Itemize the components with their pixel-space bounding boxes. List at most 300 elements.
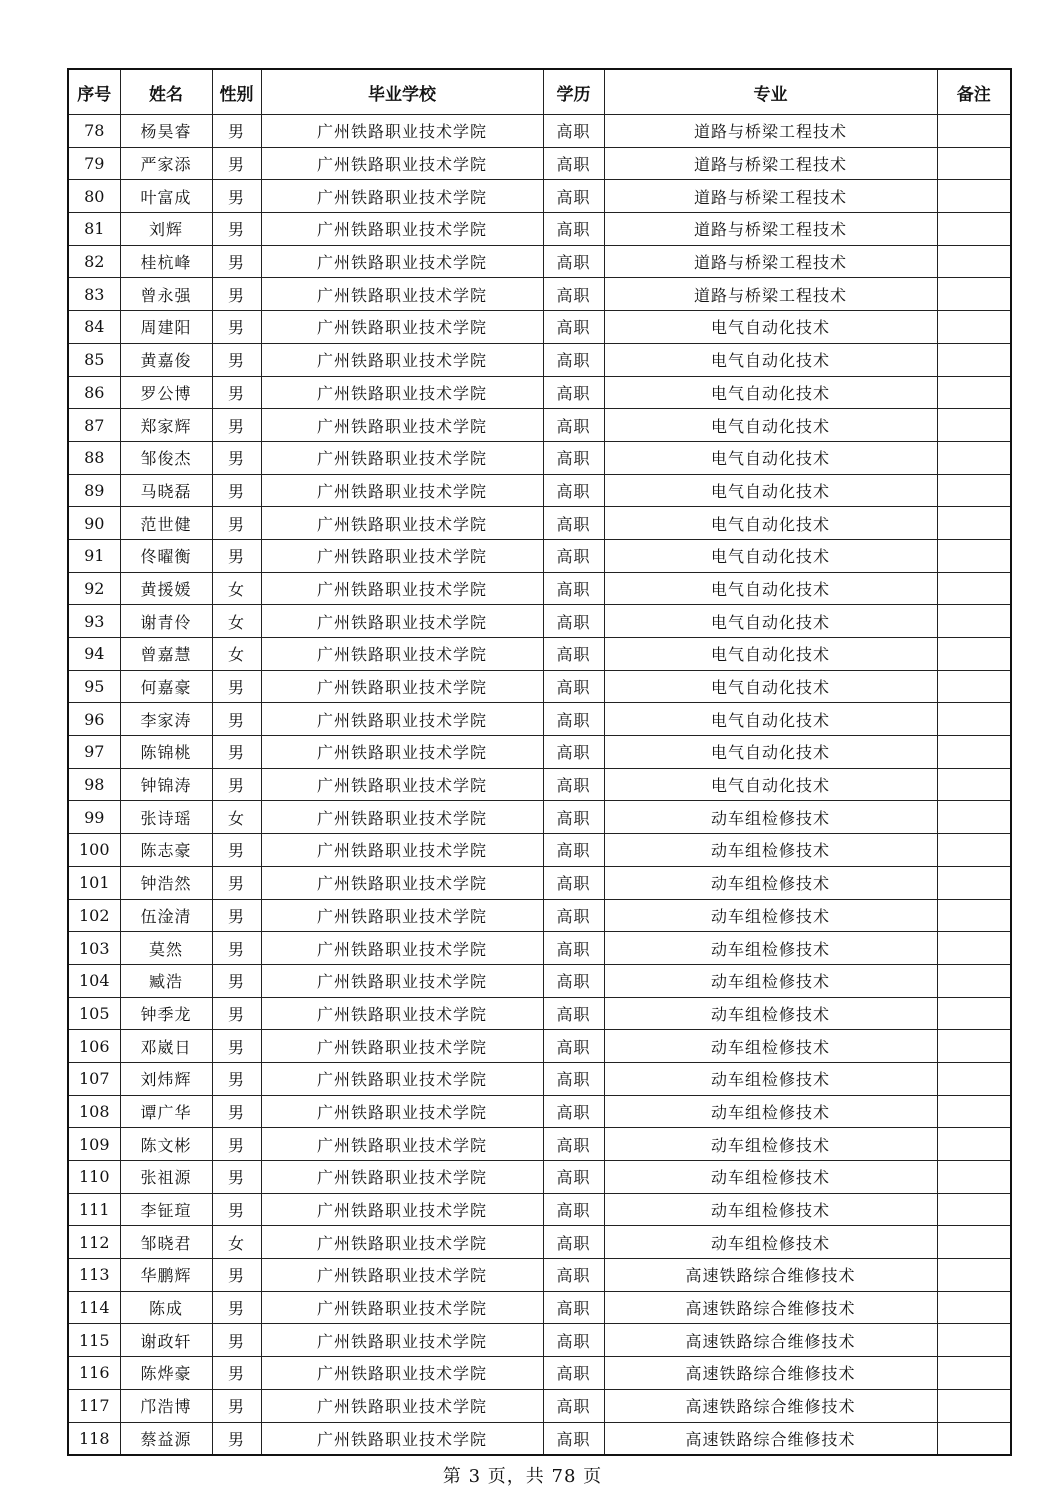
cell-education: 高职 xyxy=(543,572,604,605)
cell-seq: 111 xyxy=(68,1193,120,1226)
cell-major: 动车组检修技术 xyxy=(604,866,937,899)
cell-major: 动车组检修技术 xyxy=(604,964,937,997)
cell-seq: 86 xyxy=(68,376,120,409)
cell-name: 陈文彬 xyxy=(120,1128,212,1161)
cell-gender: 女 xyxy=(212,638,261,671)
cell-major: 电气自动化技术 xyxy=(604,376,937,409)
cell-remark xyxy=(937,147,1011,180)
cell-gender: 男 xyxy=(212,899,261,932)
cell-gender: 男 xyxy=(212,997,261,1030)
cell-remark xyxy=(937,180,1011,213)
cell-major: 动车组检修技术 xyxy=(604,1095,937,1128)
cell-name: 陈烨豪 xyxy=(120,1357,212,1390)
cell-gender: 男 xyxy=(212,866,261,899)
cell-major: 动车组检修技术 xyxy=(604,1226,937,1259)
cell-seq: 100 xyxy=(68,834,120,867)
cell-remark xyxy=(937,768,1011,801)
cell-major: 道路与桥梁工程技术 xyxy=(604,245,937,278)
cell-gender: 男 xyxy=(212,1357,261,1390)
cell-gender: 男 xyxy=(212,1389,261,1422)
cell-education: 高职 xyxy=(543,1030,604,1063)
cell-name: 黄嘉俊 xyxy=(120,343,212,376)
cell-remark xyxy=(937,1095,1011,1128)
cell-remark xyxy=(937,899,1011,932)
cell-school: 广州铁路职业技术学院 xyxy=(261,1324,543,1357)
cell-school: 广州铁路职业技术学院 xyxy=(261,768,543,801)
cell-major: 电气自动化技术 xyxy=(604,605,937,638)
cell-remark xyxy=(937,997,1011,1030)
cell-remark xyxy=(937,605,1011,638)
cell-seq: 116 xyxy=(68,1357,120,1390)
cell-remark xyxy=(937,376,1011,409)
page-number: 第 3 页，共 78 页 xyxy=(442,1466,603,1487)
table-row xyxy=(68,1030,1011,1063)
cell-seq: 107 xyxy=(68,1062,120,1095)
cell-major: 道路与桥梁工程技术 xyxy=(604,180,937,213)
cell-name: 李家涛 xyxy=(120,703,212,736)
cell-seq: 114 xyxy=(68,1291,120,1324)
cell-remark xyxy=(937,278,1011,311)
cell-remark xyxy=(937,736,1011,769)
cell-name: 邝浩博 xyxy=(120,1389,212,1422)
cell-education: 高职 xyxy=(543,997,604,1030)
cell-education: 高职 xyxy=(543,1422,604,1455)
cell-remark xyxy=(937,245,1011,278)
cell-gender: 男 xyxy=(212,1193,261,1226)
cell-name: 钟浩然 xyxy=(120,866,212,899)
cell-school: 广州铁路职业技术学院 xyxy=(261,997,543,1030)
table-row xyxy=(68,605,1011,638)
cell-name: 曾永强 xyxy=(120,278,212,311)
cell-remark xyxy=(937,409,1011,442)
cell-school: 广州铁路职业技术学院 xyxy=(261,343,543,376)
cell-seq: 96 xyxy=(68,703,120,736)
cell-school: 广州铁路职业技术学院 xyxy=(261,964,543,997)
cell-major: 动车组检修技术 xyxy=(604,932,937,965)
cell-gender: 男 xyxy=(212,1291,261,1324)
cell-education: 高职 xyxy=(543,1095,604,1128)
cell-major: 电气自动化技术 xyxy=(604,768,937,801)
cell-remark xyxy=(937,311,1011,344)
cell-major: 高速铁路综合维修技术 xyxy=(604,1389,937,1422)
cell-major: 高速铁路综合维修技术 xyxy=(604,1324,937,1357)
cell-major: 动车组检修技术 xyxy=(604,834,937,867)
cell-remark xyxy=(937,572,1011,605)
cell-major: 道路与桥梁工程技术 xyxy=(604,213,937,246)
cell-name: 臧浩 xyxy=(120,964,212,997)
cell-seq: 95 xyxy=(68,670,120,703)
cell-major: 动车组检修技术 xyxy=(604,1062,937,1095)
cell-school: 广州铁路职业技术学院 xyxy=(261,539,543,572)
cell-school: 广州铁路职业技术学院 xyxy=(261,801,543,834)
cell-remark xyxy=(937,115,1011,148)
cell-seq: 113 xyxy=(68,1259,120,1292)
cell-gender: 男 xyxy=(212,1259,261,1292)
cell-remark xyxy=(937,441,1011,474)
table-row xyxy=(68,115,1011,148)
table-row xyxy=(68,1161,1011,1194)
cell-school: 广州铁路职业技术学院 xyxy=(261,1422,543,1455)
cell-seq: 101 xyxy=(68,866,120,899)
table-row xyxy=(68,278,1011,311)
cell-school: 广州铁路职业技术学院 xyxy=(261,376,543,409)
table-row xyxy=(68,899,1011,932)
cell-education: 高职 xyxy=(543,1324,604,1357)
cell-seq: 91 xyxy=(68,539,120,572)
cell-school: 广州铁路职业技术学院 xyxy=(261,1128,543,1161)
cell-gender: 男 xyxy=(212,180,261,213)
header-row xyxy=(68,69,1011,115)
cell-seq: 102 xyxy=(68,899,120,932)
cell-remark xyxy=(937,343,1011,376)
cell-school: 广州铁路职业技术学院 xyxy=(261,638,543,671)
cell-education: 高职 xyxy=(543,703,604,736)
cell-name: 何嘉豪 xyxy=(120,670,212,703)
cell-school: 广州铁路职业技术学院 xyxy=(261,474,543,507)
table-row xyxy=(68,670,1011,703)
table-row xyxy=(68,1389,1011,1422)
cell-gender: 男 xyxy=(212,115,261,148)
cell-remark xyxy=(937,703,1011,736)
cell-education: 高职 xyxy=(543,474,604,507)
cell-seq: 110 xyxy=(68,1161,120,1194)
cell-school: 广州铁路职业技术学院 xyxy=(261,115,543,148)
cell-gender: 男 xyxy=(212,670,261,703)
cell-seq: 92 xyxy=(68,572,120,605)
cell-education: 高职 xyxy=(543,932,604,965)
cell-education: 高职 xyxy=(543,539,604,572)
cell-education: 高职 xyxy=(543,605,604,638)
cell-major: 电气自动化技术 xyxy=(604,572,937,605)
cell-school: 广州铁路职业技术学院 xyxy=(261,1062,543,1095)
cell-remark xyxy=(937,866,1011,899)
cell-education: 高职 xyxy=(543,768,604,801)
cell-name: 陈锦桃 xyxy=(120,736,212,769)
cell-major: 道路与桥梁工程技术 xyxy=(604,115,937,148)
table-row xyxy=(68,1259,1011,1292)
cell-name: 李钲瑄 xyxy=(120,1193,212,1226)
header-remark: 备注 xyxy=(937,69,1011,115)
cell-gender: 男 xyxy=(212,703,261,736)
cell-name: 严家添 xyxy=(120,147,212,180)
cell-name: 邓崴日 xyxy=(120,1030,212,1063)
cell-remark xyxy=(937,507,1011,540)
cell-seq: 105 xyxy=(68,997,120,1030)
cell-school: 广州铁路职业技术学院 xyxy=(261,409,543,442)
cell-name: 陈成 xyxy=(120,1291,212,1324)
cell-education: 高职 xyxy=(543,736,604,769)
cell-school: 广州铁路职业技术学院 xyxy=(261,180,543,213)
cell-major: 动车组检修技术 xyxy=(604,997,937,1030)
cell-gender: 女 xyxy=(212,572,261,605)
cell-name: 刘炜辉 xyxy=(120,1062,212,1095)
cell-school: 广州铁路职业技术学院 xyxy=(261,932,543,965)
cell-education: 高职 xyxy=(543,899,604,932)
table-row xyxy=(68,539,1011,572)
table-row xyxy=(68,703,1011,736)
cell-name: 佟曜衡 xyxy=(120,539,212,572)
cell-name: 伍淦清 xyxy=(120,899,212,932)
table-row xyxy=(68,736,1011,769)
cell-education: 高职 xyxy=(543,343,604,376)
cell-major: 高速铁路综合维修技术 xyxy=(604,1357,937,1390)
cell-remark xyxy=(937,1128,1011,1161)
table-row xyxy=(68,1291,1011,1324)
cell-school: 广州铁路职业技术学院 xyxy=(261,866,543,899)
cell-major: 动车组检修技术 xyxy=(604,1128,937,1161)
table-row xyxy=(68,801,1011,834)
cell-major: 动车组检修技术 xyxy=(604,899,937,932)
cell-name: 莫然 xyxy=(120,932,212,965)
cell-name: 邹俊杰 xyxy=(120,441,212,474)
cell-gender: 男 xyxy=(212,474,261,507)
cell-name: 谢政轩 xyxy=(120,1324,212,1357)
cell-name: 桂杭峰 xyxy=(120,245,212,278)
cell-gender: 男 xyxy=(212,834,261,867)
cell-seq: 103 xyxy=(68,932,120,965)
cell-major: 电气自动化技术 xyxy=(604,343,937,376)
table-row xyxy=(68,1324,1011,1357)
cell-school: 广州铁路职业技术学院 xyxy=(261,507,543,540)
cell-gender: 男 xyxy=(212,1095,261,1128)
table-row xyxy=(68,343,1011,376)
cell-remark xyxy=(937,1324,1011,1357)
cell-name: 陈志豪 xyxy=(120,834,212,867)
cell-gender: 男 xyxy=(212,1161,261,1194)
cell-seq: 83 xyxy=(68,278,120,311)
cell-major: 电气自动化技术 xyxy=(604,703,937,736)
cell-education: 高职 xyxy=(543,213,604,246)
cell-major: 电气自动化技术 xyxy=(604,311,937,344)
cell-gender: 男 xyxy=(212,507,261,540)
cell-education: 高职 xyxy=(543,311,604,344)
cell-seq: 97 xyxy=(68,736,120,769)
roster-sheet xyxy=(67,68,1010,1456)
table-row xyxy=(68,964,1011,997)
table-row xyxy=(68,572,1011,605)
cell-major: 道路与桥梁工程技术 xyxy=(604,278,937,311)
table-row xyxy=(68,997,1011,1030)
table-row xyxy=(68,147,1011,180)
cell-name: 钟季龙 xyxy=(120,997,212,1030)
cell-education: 高职 xyxy=(543,245,604,278)
table-row xyxy=(68,213,1011,246)
cell-remark xyxy=(937,834,1011,867)
cell-gender: 男 xyxy=(212,932,261,965)
cell-remark xyxy=(937,1389,1011,1422)
cell-seq: 84 xyxy=(68,311,120,344)
cell-education: 高职 xyxy=(543,1161,604,1194)
cell-education: 高职 xyxy=(543,376,604,409)
cell-gender: 男 xyxy=(212,539,261,572)
cell-remark xyxy=(937,1193,1011,1226)
cell-name: 谢青伶 xyxy=(120,605,212,638)
cell-remark xyxy=(937,1357,1011,1390)
cell-gender: 男 xyxy=(212,245,261,278)
cell-education: 高职 xyxy=(543,409,604,442)
cell-gender: 男 xyxy=(212,1030,261,1063)
cell-gender: 男 xyxy=(212,768,261,801)
cell-education: 高职 xyxy=(543,964,604,997)
cell-name: 曾嘉慧 xyxy=(120,638,212,671)
cell-major: 电气自动化技术 xyxy=(604,638,937,671)
table-row xyxy=(68,474,1011,507)
cell-gender: 男 xyxy=(212,278,261,311)
cell-name: 杨昊睿 xyxy=(120,115,212,148)
cell-education: 高职 xyxy=(543,1226,604,1259)
cell-education: 高职 xyxy=(543,507,604,540)
cell-school: 广州铁路职业技术学院 xyxy=(261,213,543,246)
cell-seq: 79 xyxy=(68,147,120,180)
cell-seq: 80 xyxy=(68,180,120,213)
cell-education: 高职 xyxy=(543,278,604,311)
cell-remark xyxy=(937,1422,1011,1455)
cell-major: 电气自动化技术 xyxy=(604,539,937,572)
cell-school: 广州铁路职业技术学院 xyxy=(261,1095,543,1128)
cell-seq: 81 xyxy=(68,213,120,246)
cell-remark xyxy=(937,1161,1011,1194)
table-row xyxy=(68,1422,1011,1455)
cell-remark xyxy=(937,1226,1011,1259)
cell-major: 电气自动化技术 xyxy=(604,670,937,703)
cell-school: 广州铁路职业技术学院 xyxy=(261,670,543,703)
header-name: 姓名 xyxy=(120,69,212,115)
cell-name: 邹晓君 xyxy=(120,1226,212,1259)
table-body xyxy=(68,115,1011,1456)
cell-education: 高职 xyxy=(543,1291,604,1324)
cell-school: 广州铁路职业技术学院 xyxy=(261,441,543,474)
cell-seq: 90 xyxy=(68,507,120,540)
table-row xyxy=(68,311,1011,344)
cell-seq: 88 xyxy=(68,441,120,474)
cell-gender: 男 xyxy=(212,1422,261,1455)
cell-seq: 82 xyxy=(68,245,120,278)
cell-seq: 118 xyxy=(68,1422,120,1455)
table-header xyxy=(68,69,1011,115)
table-row xyxy=(68,245,1011,278)
cell-education: 高职 xyxy=(543,180,604,213)
cell-gender: 男 xyxy=(212,147,261,180)
header-gender: 性别 xyxy=(212,69,261,115)
table-row xyxy=(68,1226,1011,1259)
cell-school: 广州铁路职业技术学院 xyxy=(261,245,543,278)
cell-education: 高职 xyxy=(543,1357,604,1390)
table-row xyxy=(68,1193,1011,1226)
cell-education: 高职 xyxy=(543,441,604,474)
cell-major: 高速铁路综合维修技术 xyxy=(604,1291,937,1324)
cell-remark xyxy=(937,670,1011,703)
cell-seq: 99 xyxy=(68,801,120,834)
cell-school: 广州铁路职业技术学院 xyxy=(261,1030,543,1063)
cell-major: 动车组检修技术 xyxy=(604,1193,937,1226)
cell-education: 高职 xyxy=(543,1389,604,1422)
cell-school: 广州铁路职业技术学院 xyxy=(261,572,543,605)
cell-seq: 98 xyxy=(68,768,120,801)
cell-major: 电气自动化技术 xyxy=(604,507,937,540)
header-seq: 序号 xyxy=(68,69,120,115)
cell-school: 广州铁路职业技术学院 xyxy=(261,736,543,769)
cell-major: 道路与桥梁工程技术 xyxy=(604,147,937,180)
cell-education: 高职 xyxy=(543,670,604,703)
cell-remark xyxy=(937,964,1011,997)
table-row xyxy=(68,441,1011,474)
table-row xyxy=(68,507,1011,540)
cell-major: 高速铁路综合维修技术 xyxy=(604,1259,937,1292)
cell-gender: 男 xyxy=(212,736,261,769)
cell-school: 广州铁路职业技术学院 xyxy=(261,1226,543,1259)
cell-seq: 108 xyxy=(68,1095,120,1128)
cell-education: 高职 xyxy=(543,147,604,180)
cell-school: 广州铁路职业技术学院 xyxy=(261,1193,543,1226)
table-row xyxy=(68,932,1011,965)
cell-school: 广州铁路职业技术学院 xyxy=(261,1259,543,1292)
table-row xyxy=(68,1062,1011,1095)
cell-gender: 男 xyxy=(212,376,261,409)
cell-remark xyxy=(937,1062,1011,1095)
header-education: 学历 xyxy=(543,69,604,115)
cell-name: 郑家辉 xyxy=(120,409,212,442)
cell-name: 刘辉 xyxy=(120,213,212,246)
cell-major: 电气自动化技术 xyxy=(604,409,937,442)
cell-major: 电气自动化技术 xyxy=(604,736,937,769)
table-row xyxy=(68,834,1011,867)
cell-gender: 男 xyxy=(212,1128,261,1161)
cell-name: 张祖源 xyxy=(120,1161,212,1194)
cell-gender: 男 xyxy=(212,311,261,344)
cell-major: 动车组检修技术 xyxy=(604,1030,937,1063)
cell-remark xyxy=(937,474,1011,507)
header-school: 毕业学校 xyxy=(261,69,543,115)
cell-name: 张诗瑶 xyxy=(120,801,212,834)
table-row xyxy=(68,638,1011,671)
cell-remark xyxy=(937,1030,1011,1063)
cell-education: 高职 xyxy=(543,115,604,148)
cell-seq: 94 xyxy=(68,638,120,671)
cell-name: 谭广华 xyxy=(120,1095,212,1128)
cell-gender: 男 xyxy=(212,213,261,246)
cell-school: 广州铁路职业技术学院 xyxy=(261,1389,543,1422)
table-row xyxy=(68,1095,1011,1128)
header-major: 专业 xyxy=(604,69,937,115)
cell-major: 高速铁路综合维修技术 xyxy=(604,1422,937,1455)
cell-gender: 男 xyxy=(212,409,261,442)
cell-seq: 78 xyxy=(68,115,120,148)
cell-remark xyxy=(937,638,1011,671)
cell-major: 电气自动化技术 xyxy=(604,441,937,474)
cell-school: 广州铁路职业技术学院 xyxy=(261,899,543,932)
cell-name: 黄援媛 xyxy=(120,572,212,605)
cell-school: 广州铁路职业技术学院 xyxy=(261,147,543,180)
cell-school: 广州铁路职业技术学院 xyxy=(261,605,543,638)
cell-seq: 117 xyxy=(68,1389,120,1422)
cell-name: 钟锦涛 xyxy=(120,768,212,801)
cell-seq: 109 xyxy=(68,1128,120,1161)
cell-education: 高职 xyxy=(543,1128,604,1161)
cell-name: 叶富成 xyxy=(120,180,212,213)
cell-gender: 男 xyxy=(212,441,261,474)
cell-gender: 男 xyxy=(212,1324,261,1357)
cell-school: 广州铁路职业技术学院 xyxy=(261,1357,543,1390)
table-row xyxy=(68,866,1011,899)
cell-seq: 104 xyxy=(68,964,120,997)
cell-major: 动车组检修技术 xyxy=(604,1161,937,1194)
cell-name: 周建阳 xyxy=(120,311,212,344)
cell-name: 马晓磊 xyxy=(120,474,212,507)
cell-name: 蔡益源 xyxy=(120,1422,212,1455)
cell-seq: 112 xyxy=(68,1226,120,1259)
cell-school: 广州铁路职业技术学院 xyxy=(261,1291,543,1324)
cell-remark xyxy=(937,1291,1011,1324)
